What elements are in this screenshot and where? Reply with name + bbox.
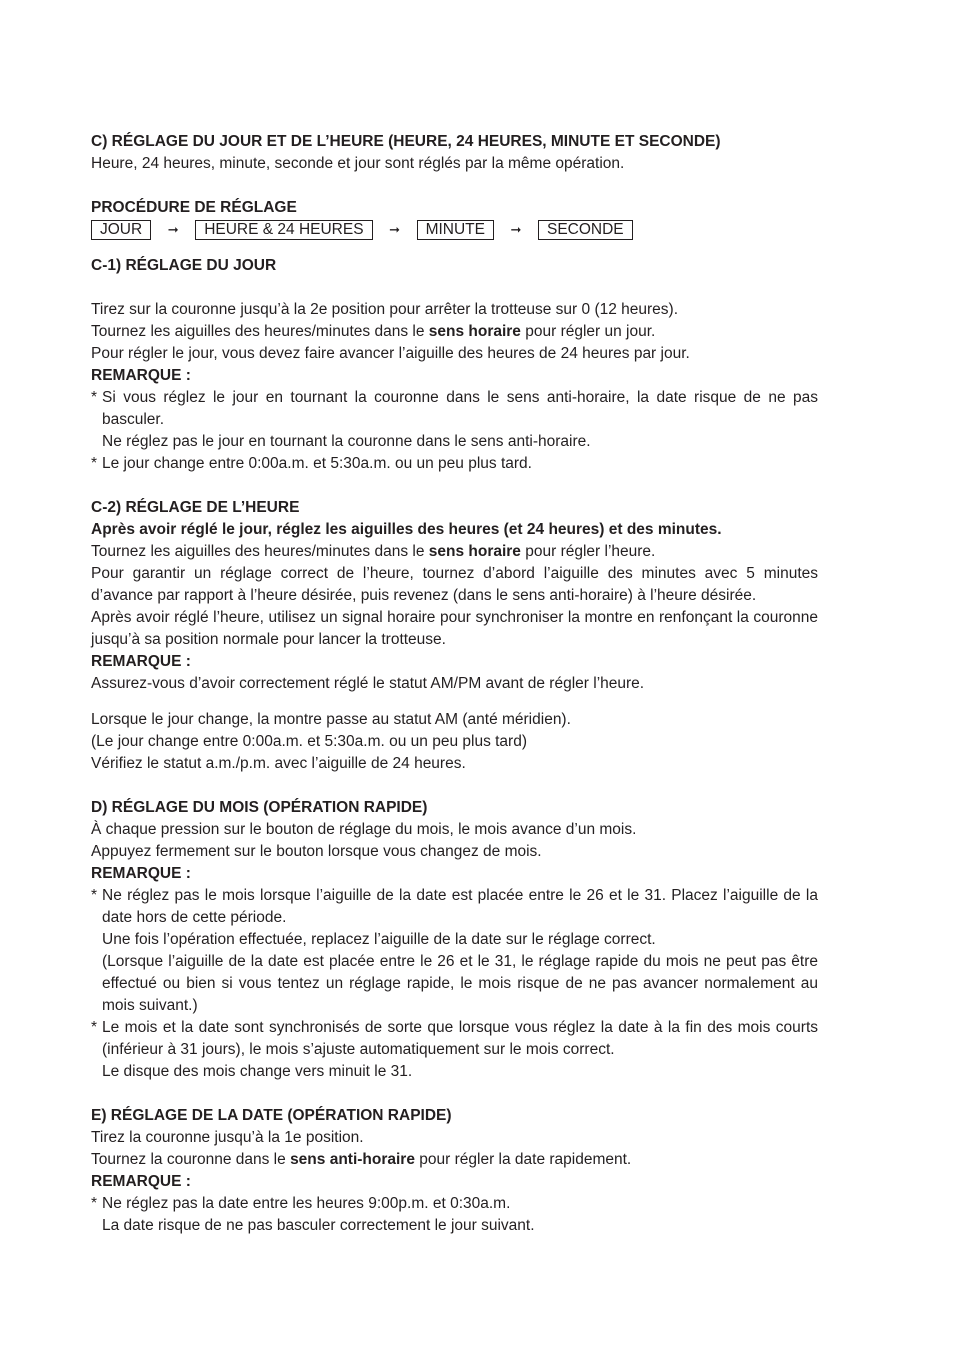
note-text: Si vous réglez le jour en tournant la couronne dans le sens anti-horaire, la date risque de ne pas basculer. <box>102 389 818 428</box>
e-paragraph-2 <box>91 1149 818 1171</box>
procedure-steps <box>91 219 818 241</box>
asterisk: * <box>91 389 98 406</box>
emphasis: sens horaire <box>428 543 521 560</box>
step-minute: MINUTE <box>417 220 494 240</box>
step-heure: HEURE & 24 HEURES <box>195 220 372 240</box>
procedure-title: PROCÉDURE DE RÉGLAGE <box>91 199 297 216</box>
c2-remark-heading: REMARQUE : <box>91 653 191 670</box>
manual-page <box>91 131 818 1237</box>
section-d-title: D) RÉGLAGE DU MOIS (OPÉRATION RAPIDE) <box>91 799 428 816</box>
e-remark-heading: REMARQUE : <box>91 1173 191 1190</box>
c2-remark-1: Assurez-vous d’avoir correctement réglé le statut AM/PM avant de régler l’heure. <box>91 675 645 692</box>
d-paragraph-1: À chaque pression sur le bouton de réglage du mois, le mois avance d’un mois. <box>91 821 637 838</box>
step-seconde: SECONDE <box>538 220 633 240</box>
step-jour: JOUR <box>91 220 151 240</box>
c2-title: C-2) RÉGLAGE DE L’HEURE <box>91 499 300 516</box>
c2-lead: Après avoir réglé le jour, réglez les aiguilles des heures (et 24 heures) et des minutes. <box>91 521 722 538</box>
section-c-intro: Heure, 24 heures, minute, seconde et jour sont réglés par la même opération. <box>91 155 625 172</box>
asterisk: * <box>91 1195 98 1212</box>
note-text: Ne réglez pas la date entre les heures 9:00p.m. et 0:30a.m. <box>102 1195 511 1212</box>
d-paragraph-2: Appuyez fermement sur le bouton lorsque vous changez de mois. <box>91 843 542 860</box>
c1-note-1 <box>91 387 818 431</box>
c2-paragraph-3: Après avoir réglé l’heure, utilisez un signal horaire pour synchroniser la montre en renfonçant la couronne jusqu’à sa position normale pour lancer la trotteuse. <box>91 609 818 648</box>
d-note-1-cont-2: (Lorsque l’aiguille de la date est placée entre le 26 et le 31, le réglage rapide du mois ne peut pas être effectué ou bien si vous tentez un réglage rapide, le mois risque de ne pas avancer normalement au mois suivant.) <box>102 953 818 1014</box>
c2-remark-4: Vérifiez le statut a.m./p.m. avec l’aiguille de 24 heures. <box>91 755 466 772</box>
arrow-right-icon: ➞ <box>510 222 522 237</box>
text: pour régler la date rapidement. <box>414 1151 632 1168</box>
d-note-1 <box>91 885 818 929</box>
asterisk: * <box>91 1019 98 1036</box>
c1-note-2 <box>91 453 818 475</box>
c1-title: C-1) RÉGLAGE DU JOUR <box>91 257 277 274</box>
asterisk: * <box>91 887 98 904</box>
c1-paragraph-1: Tirez sur la couronne jusqu’à la 2e position pour arrêter la trotteuse sur 0 (12 heures). <box>91 301 679 318</box>
e-paragraph-1: Tirez la couronne jusqu’à la 1e position. <box>91 1129 364 1146</box>
arrow-right-icon: ➞ <box>389 222 401 237</box>
text: Tournez les aiguilles des heures/minutes dans le <box>91 543 429 560</box>
d-note-2 <box>91 1017 818 1061</box>
text: Tournez la couronne dans le <box>91 1151 291 1168</box>
d-note-1-cont-1: Une fois l’opération effectuée, replacez l’aiguille de la date sur le réglage correct. <box>102 931 656 948</box>
c2-remark-2: Lorsque le jour change, la montre passe au statut AM (anté méridien). <box>91 711 571 728</box>
d-remark-heading: REMARQUE : <box>91 865 191 882</box>
text: Tournez les aiguilles des heures/minutes dans le <box>91 323 429 340</box>
c1-note-1-cont: Ne réglez pas le jour en tournant la couronne dans le sens anti-horaire. <box>102 433 591 450</box>
c2-paragraph-2: Pour garantir un réglage correct de l’heure, tournez d’abord l’aiguille des minutes avec 5 minutes d’avance par rapport à l’heure désirée, puis revenez (dans le sens anti-horaire) à l’heure désirée. <box>91 565 818 604</box>
text: pour régler l’heure. <box>520 543 656 560</box>
section-c-title: C) RÉGLAGE DU JOUR ET DE L’HEURE (HEURE, 24 HEURES, MINUTE ET SECONDE) <box>91 133 721 150</box>
c1-paragraph-3: Pour régler le jour, vous devez faire avancer l’aiguille des heures de 24 heures par jour. <box>91 345 690 362</box>
e-note-1 <box>91 1193 818 1215</box>
note-text: Ne réglez pas le mois lorsque l’aiguille de la date est placée entre le 26 et le 31. Placez l’aiguille de la date hors de cette période. <box>102 887 818 926</box>
d-note-2-cont: Le disque des mois change vers minuit le 31. <box>102 1063 413 1080</box>
section-e-title: E) RÉGLAGE DE LA DATE (OPÉRATION RAPIDE) <box>91 1107 452 1124</box>
text: pour régler un jour. <box>520 323 656 340</box>
note-text: Le jour change entre 0:00a.m. et 5:30a.m. ou un peu plus tard. <box>102 455 532 472</box>
asterisk: * <box>91 455 98 472</box>
c2-paragraph-1 <box>91 541 818 563</box>
emphasis: sens horaire <box>428 323 521 340</box>
c2-remark-3: (Le jour change entre 0:00a.m. et 5:30a.m. ou un peu plus tard) <box>91 733 527 750</box>
arrow-right-icon: ➞ <box>167 222 179 237</box>
emphasis: sens anti-horaire <box>290 1151 415 1168</box>
note-text: Le mois et la date sont synchronisés de sorte que lorsque vous réglez la date à la fin des mois courts (inférieur à 31 jours), le mois s’ajuste automatiquement sur le mois correct. <box>102 1019 818 1058</box>
e-note-1-cont: La date risque de ne pas basculer correctement le jour suivant. <box>102 1217 535 1234</box>
c1-paragraph-2 <box>91 321 818 343</box>
c1-remark-heading: REMARQUE : <box>91 367 191 384</box>
